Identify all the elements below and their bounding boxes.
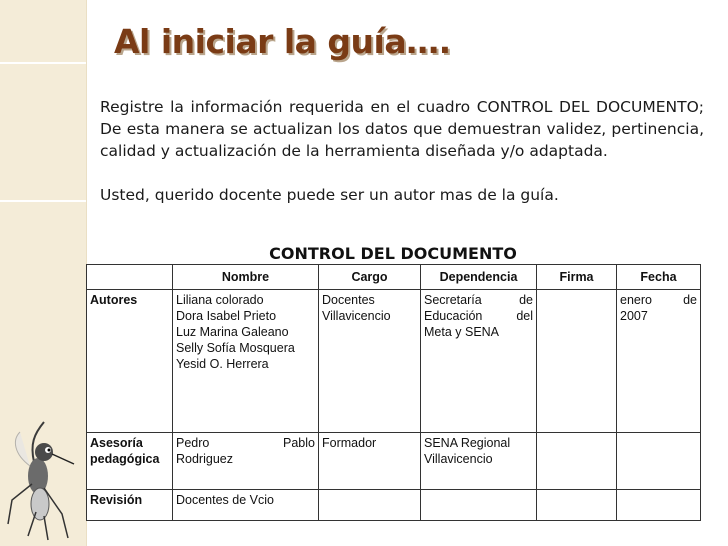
fecha-line: 2007 bbox=[620, 309, 648, 323]
word: del bbox=[516, 309, 533, 323]
word: Pedro bbox=[176, 436, 210, 450]
header-nombre: Nombre bbox=[173, 265, 319, 290]
word: Secretaría bbox=[424, 293, 482, 307]
word: Educación bbox=[424, 309, 483, 323]
header-dependencia: Dependencia bbox=[421, 265, 537, 290]
cell-cargo bbox=[319, 490, 421, 521]
header-empty bbox=[87, 265, 173, 290]
header-firma: Firma bbox=[537, 265, 617, 290]
table-header-row bbox=[87, 265, 701, 290]
strip-divider bbox=[0, 62, 86, 64]
nombre-line: Rodriguez bbox=[176, 452, 233, 466]
author-name: Luz Marina Galeano bbox=[176, 325, 289, 339]
cell-fecha bbox=[617, 490, 701, 521]
dependencia-line bbox=[424, 292, 533, 308]
word: de bbox=[683, 293, 697, 307]
author-name: Liliana colorado bbox=[176, 293, 264, 307]
slide-title: Al iniciar la guía…. bbox=[114, 22, 451, 61]
author-name: Selly Sofía Mosquera bbox=[176, 341, 295, 355]
dependencia-line: SENA Regional bbox=[424, 436, 511, 450]
cell-nombre bbox=[173, 433, 319, 490]
author-name: Yesid O. Herrera bbox=[176, 357, 269, 371]
cell-nombre: Docentes de Vcio bbox=[173, 490, 319, 521]
strip-divider bbox=[0, 200, 86, 202]
mosquito-icon bbox=[4, 404, 84, 544]
header-fecha: Fecha bbox=[617, 265, 701, 290]
author-invitation-paragraph: Usted, querido docente puede ser un autor mas de la guía. bbox=[100, 186, 559, 204]
fecha-line bbox=[620, 292, 697, 308]
cell-firma bbox=[537, 433, 617, 490]
cargo-line: Villavicencio bbox=[322, 309, 391, 323]
header-cargo: Cargo bbox=[319, 265, 421, 290]
instruction-paragraph: Registre la información requerida en el cuadro CONTROL DEL DOCUMENTO; De esta manera se actualizan los datos que demuestran validez, pertinencia, calidad y actualización de la herramienta diseñada y/o adaptada. bbox=[100, 98, 704, 160]
cell-dependencia bbox=[421, 490, 537, 521]
row-label bbox=[87, 433, 173, 490]
label-line: pedagógica bbox=[90, 452, 160, 466]
table-caption: CONTROL DEL DOCUMENTO bbox=[269, 244, 517, 263]
cell-fecha bbox=[617, 433, 701, 490]
cell-cargo bbox=[319, 290, 421, 433]
dependencia-line bbox=[424, 308, 533, 324]
row-label: Revisión bbox=[87, 490, 173, 521]
dependencia-line: Villavicencio bbox=[424, 452, 493, 466]
cell-fecha bbox=[617, 290, 701, 433]
cargo-line: Docentes bbox=[322, 293, 375, 307]
author-name: Dora Isabel Prieto bbox=[176, 309, 277, 323]
row-label: Autores bbox=[87, 290, 173, 433]
cell-cargo: Formador bbox=[319, 433, 421, 490]
label-line: Asesoría bbox=[90, 436, 143, 450]
cell-dependencia bbox=[421, 433, 537, 490]
cell-firma bbox=[537, 290, 617, 433]
control-table bbox=[86, 264, 701, 521]
table-row bbox=[87, 433, 701, 490]
word: de bbox=[519, 293, 533, 307]
table-row bbox=[87, 290, 701, 433]
cell-firma bbox=[537, 490, 617, 521]
dependencia-line: Meta y SENA bbox=[424, 325, 500, 339]
cell-dependencia bbox=[421, 290, 537, 433]
cell-nombre bbox=[173, 290, 319, 433]
word: Pablo bbox=[283, 436, 315, 450]
table-row bbox=[87, 490, 701, 521]
word: enero bbox=[620, 293, 652, 307]
nombre-line bbox=[176, 435, 315, 451]
